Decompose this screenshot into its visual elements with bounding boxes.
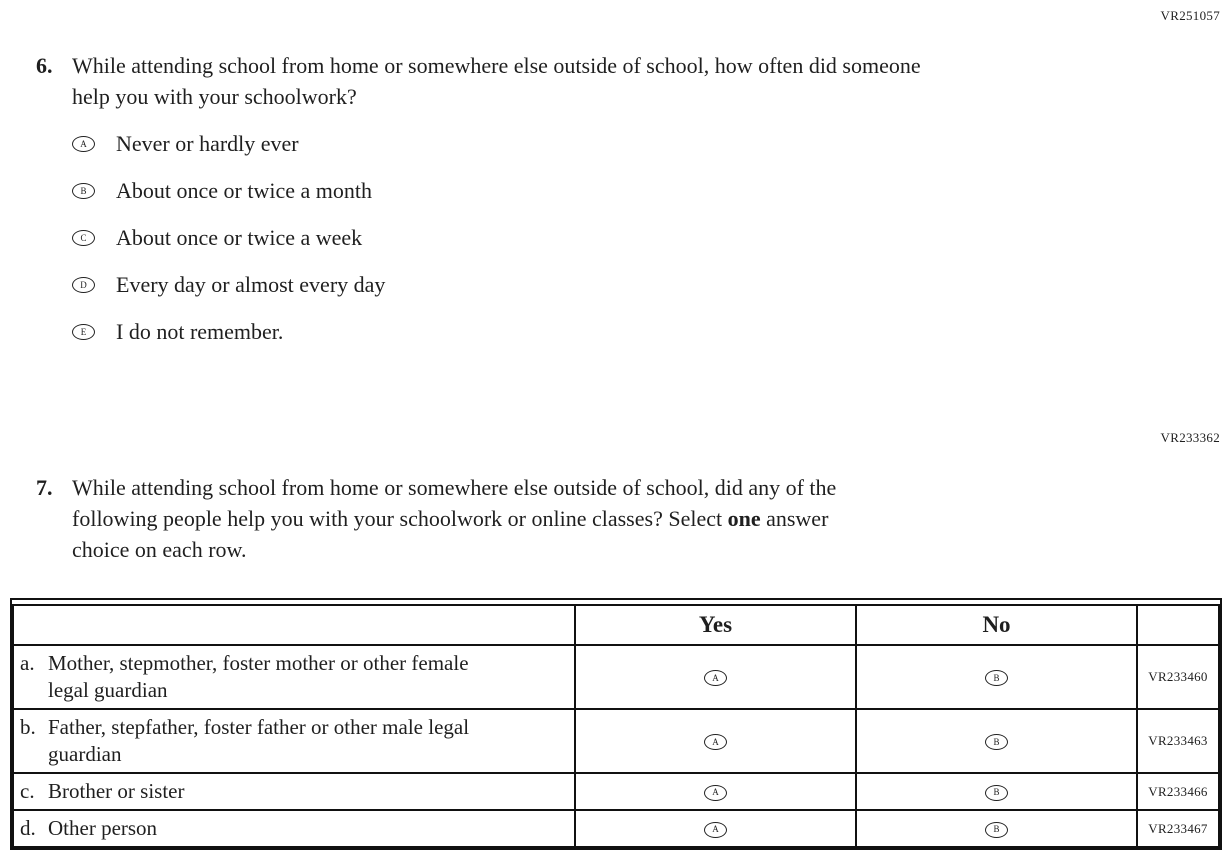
- table-row-c: [13, 773, 1219, 810]
- row-c-no-bubble[interactable]: B: [985, 785, 1008, 801]
- question-7-line2: following people help you with your schoolwork or online classes? Select one answer: [72, 506, 829, 531]
- row-a-statement: [13, 645, 575, 709]
- option-label-d: Every day or almost every day: [116, 272, 386, 297]
- row-a-code: VR233460: [1137, 645, 1219, 709]
- row-b-code: VR233463: [1137, 709, 1219, 773]
- row-a-yes-bubble[interactable]: A: [704, 670, 727, 686]
- answer-option-a: [72, 132, 385, 156]
- table-row-d: [13, 810, 1219, 847]
- question-6-line1: While attending school from home or somewhere else outside of school, how often did someone: [72, 53, 921, 78]
- row-b-no-bubble[interactable]: B: [985, 734, 1008, 750]
- question-7-line1: While attending school from home or somewhere else outside of school, did any of the: [72, 475, 837, 500]
- question-6-options: [72, 132, 385, 367]
- row-a-no-cell: [856, 645, 1137, 709]
- answer-option-c: [72, 226, 385, 250]
- row-d-no-cell: [856, 810, 1137, 847]
- row-d-yes-bubble[interactable]: A: [704, 822, 727, 838]
- table-header-row: [13, 605, 1219, 645]
- header-no: No: [856, 605, 1137, 645]
- row-c-yes-bubble[interactable]: A: [704, 785, 727, 801]
- row-b-yes-bubble[interactable]: A: [704, 734, 727, 750]
- row-d-no-bubble[interactable]: B: [985, 822, 1008, 838]
- option-bubble-e[interactable]: E: [72, 324, 95, 340]
- row-a-yes-cell: [575, 645, 856, 709]
- option-label-c: About once or twice a week: [116, 225, 363, 250]
- row-c-code: VR233466: [1137, 773, 1219, 810]
- table-row-a: [13, 645, 1219, 709]
- answer-option-d: [72, 273, 385, 297]
- row-c-yes-cell: [575, 773, 856, 810]
- question-7-number: 7.: [36, 475, 53, 500]
- row-a-no-bubble[interactable]: B: [985, 670, 1008, 686]
- question-6-text: [72, 50, 921, 112]
- row-b-letter: b.: [20, 715, 36, 739]
- row-c-no-cell: [856, 773, 1137, 810]
- row-b-label: Father, stepfather, foster father or other male legal guardian: [48, 715, 470, 766]
- answer-option-b: [72, 179, 385, 203]
- option-bubble-c[interactable]: C: [72, 230, 95, 246]
- question-6-number: 6.: [36, 53, 53, 78]
- option-label-a: Never or hardly ever: [116, 131, 299, 156]
- question-7: [36, 472, 1116, 565]
- option-label-e: I do not remember.: [116, 319, 284, 344]
- option-bubble-d[interactable]: D: [72, 277, 95, 293]
- question-7-table: [10, 598, 1222, 850]
- row-d-label: Other person: [48, 816, 158, 840]
- form-code-top: VR251057: [1160, 8, 1220, 23]
- row-b-statement: [13, 709, 575, 773]
- option-label-b: About once or twice a month: [116, 178, 372, 203]
- table-row-b: [13, 709, 1219, 773]
- row-c-letter: c.: [20, 779, 35, 803]
- option-bubble-b[interactable]: B: [72, 183, 95, 199]
- row-d-yes-cell: [575, 810, 856, 847]
- form-code-mid: VR233362: [1160, 430, 1220, 445]
- row-c-statement: [13, 773, 575, 810]
- row-c-label: Brother or sister: [48, 779, 185, 803]
- question-7-text: [72, 472, 836, 565]
- option-bubble-a[interactable]: A: [72, 136, 95, 152]
- question-6-line2: help you with your schoolwork?: [72, 84, 357, 109]
- row-d-statement: [13, 810, 575, 847]
- row-b-no-cell: [856, 709, 1137, 773]
- bold-word-one: one: [727, 506, 761, 531]
- answer-option-e: [72, 320, 385, 344]
- header-yes: Yes: [575, 605, 856, 645]
- question-7-line3: choice on each row.: [72, 537, 247, 562]
- row-d-letter: d.: [20, 816, 36, 840]
- header-code-blank: [1137, 605, 1219, 645]
- row-d-code: VR233467: [1137, 810, 1219, 847]
- row-b-yes-cell: [575, 709, 856, 773]
- header-statement-blank: [13, 605, 575, 645]
- question-6: [36, 50, 1116, 112]
- row-a-label: Mother, stepmother, foster mother or other female legal guardian: [48, 651, 469, 702]
- row-a-letter: a.: [20, 651, 35, 675]
